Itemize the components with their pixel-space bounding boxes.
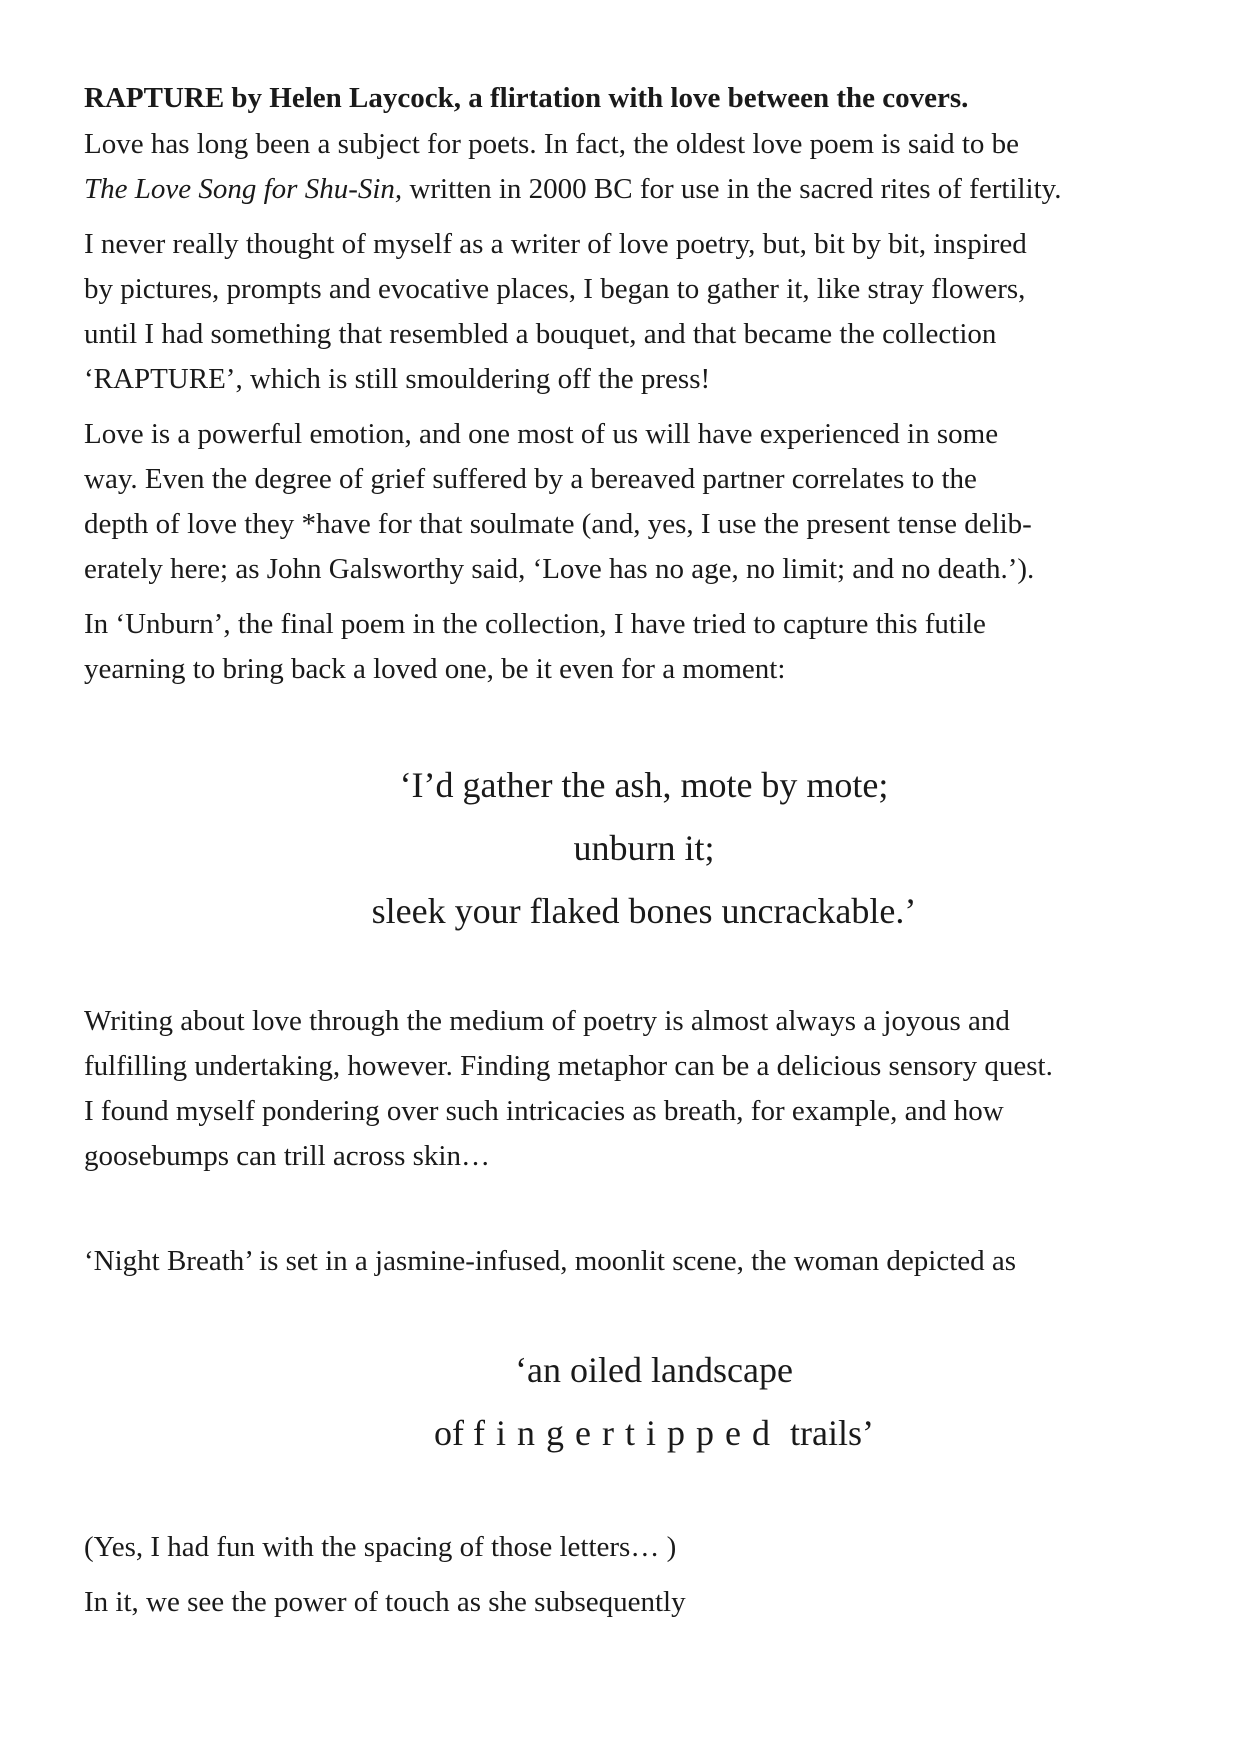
article-body	[84, 78, 1174, 1635]
poem-title-italic: The Love Song for Shu-Sin,	[84, 173, 403, 205]
night-breath-quote	[84, 1339, 1174, 1465]
quote-line-2-prefix: of	[434, 1413, 474, 1453]
night-breath-quote-line-2	[134, 1402, 1174, 1465]
quote-line-2-suffix: trails’	[780, 1413, 874, 1453]
unburn-quote-line-1: ‘I’d gather the ash, mote by mote;	[399, 765, 889, 805]
unburn-quote-line-2: unburn it;	[573, 828, 715, 868]
paragraph-love-emotion: Love is a powerful emotion, and one most of us will have experienced in some way. Even the degree of grief suffered by a bereaved partner correlates to the depth of love they *have for that soulmate (and, yes, I use the present tense delib- erately here; as John Galsworthy said, ‘Love has no age, no limit; and no death.’).	[84, 418, 1035, 585]
unburn-quote	[84, 754, 1174, 943]
paragraph-night-breath: ‘Night Breath’ is set in a jasmine-infused, moonlit scene, the woman depicted as	[84, 1245, 1017, 1277]
night-breath-quote-line-1: ‘an oiled landscape	[515, 1350, 793, 1390]
intro-paragraph	[84, 122, 1174, 212]
paragraph-writing-about-love: Writing about love through the medium of poetry is almost always a joyous and fulfilling undertaking, however. Finding metaphor can be a delicious sensory quest. I found myself pondering over such intricacies as breath, for example, and how goosebumps can trill across skin…	[84, 1005, 1053, 1172]
paragraph-power-of-touch: In it, we see the power of touch as she subsequently	[84, 1586, 686, 1618]
intro-line-2-rest: written in 2000 BC for use in the sacred rites of fertility.	[402, 173, 1062, 205]
article-headline: RAPTURE by Helen Laycock, a flirtation with love between the covers.	[84, 82, 969, 114]
paragraph-collection-origin: I never really thought of myself as a writer of love poetry, but, bit by bit, inspired by pictures, prompts and evocative places, I began to gather it, like stray flowers, until I had something that resembled a bouquet, and that became the collection ‘RAPTURE’, which is still smouldering off the press!	[84, 228, 1027, 395]
unburn-quote-line-3: sleek your flaked bones uncrackable.’	[371, 891, 917, 931]
paragraph-spacing-note: (Yes, I had fun with the spacing of those letters… )	[84, 1531, 677, 1563]
paragraph-unburn-intro: In ‘Unburn’, the final poem in the collection, I have tried to capture this futile yearning to bring back a loved one, be it even for a moment:	[84, 608, 986, 685]
spaced-word-fingertipped: fingertipped	[473, 1413, 781, 1453]
intro-line-1: Love has long been a subject for poets. In fact, the oldest love poem is said to be	[84, 128, 1019, 160]
